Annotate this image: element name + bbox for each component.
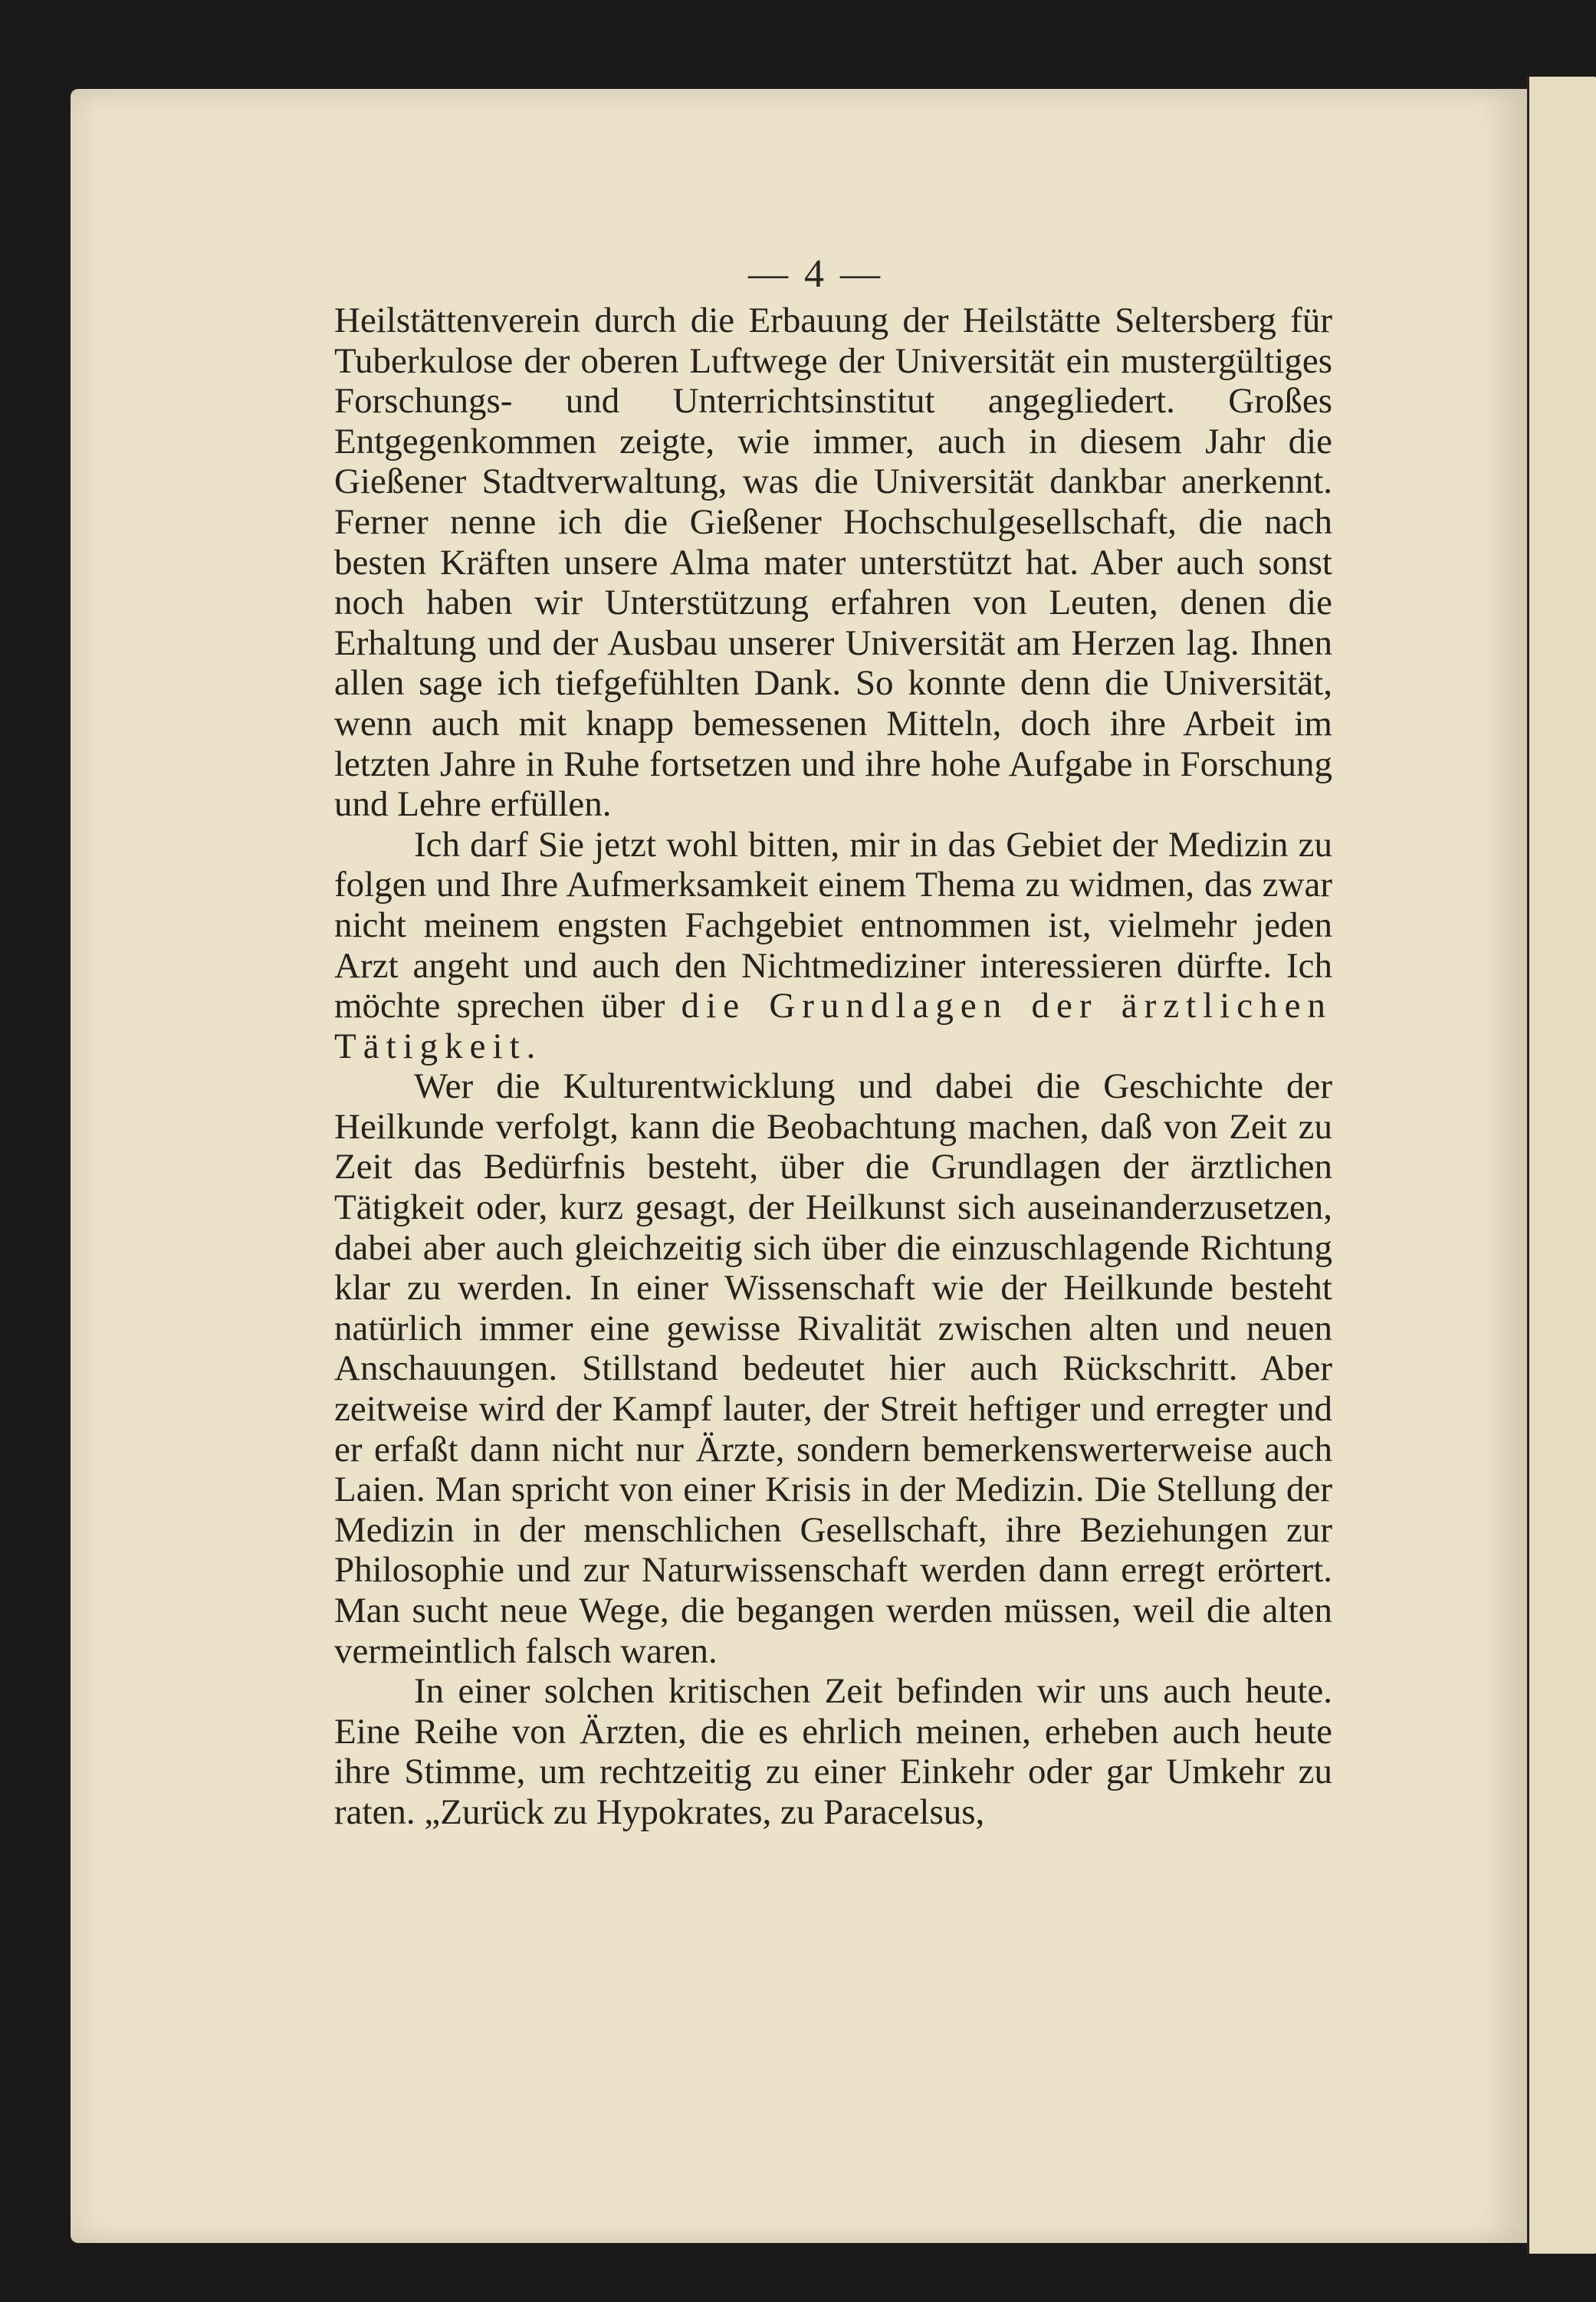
paragraph xyxy=(334,825,1332,1067)
body-text xyxy=(334,300,1332,1833)
paragraph-text: Heilstättenverein durch die Erbauung der Heilstätte Seltersberg für Tuberkulose der oberen Luftwege der Universität ein mustergültiges Forschungs- und Unterrichtsinstitut angegliedert. Großes Entgegenkommen zeigte, wie immer, auch in diesem Jahr die Gießener Stadtverwaltung, was die Universität dankbar anerkennt. Ferner nenne ich die Gießener Hochschulgesellschaft, die nach besten Kräften unsere Alma mater unterstützt hat. Aber auch sonst noch haben wir Unterstützung erfahren von Leuten, denen die Erhaltung und der Ausbau unserer Universität am Herzen lag. Ihnen allen sage ich tiefgefühlten Dank. So konnte denn die Universität, wenn auch mit knapp bemessenen Mitteln, doch ihre Arbeit im letzten Jahre in Ruhe fortsetzen und ihre hohe Aufgabe in Forschung und Lehre erfüllen. xyxy=(334,300,1332,825)
paragraph xyxy=(334,1671,1332,1832)
paragraph-text: Ich darf Sie jetzt wohl bitten, mir in das Gebiet der Medizin zu folgen und Ihre Aufmerksamkeit einem Thema zu widmen, das zwar nicht meinem engsten Fachgebiet entnommen ist, vielmehr jeden Arzt angeht und auch den Nichtmediziner interessieren dürfte. Ich möchte sprechen über xyxy=(334,824,1332,1026)
paragraph-text: In einer solchen kritischen Zeit befinden wir uns auch heute. Eine Reihe von Ärzten, die es ehrlich meinen, erheben auch heute ihre Stimme, um rechtzeitig zu einer Einkehr oder gar Umkehr zu raten. „Zurück zu Hypokrates, zu Paracelsus, xyxy=(334,1671,1332,1832)
emphasized-text: die Grundlagen der ärztlichen Tätigkeit xyxy=(334,986,1333,1066)
adjacent-page-edge xyxy=(1527,77,1596,2254)
paragraph-text: . xyxy=(526,1026,536,1066)
paragraph xyxy=(334,300,1332,825)
paragraph-text: Wer die Kulturentwicklung und dabei die Geschichte der Heilkunde verfolgt, kann die Beobachtung machen, daß von Zeit zu Zeit das Bedürfnis besteht, über die Grundlagen der ärztlichen Tätigkeit oder, kurz gesagt, der Heilkunst sich auseinanderzusetzen, dabei aber auch gleichzeitig sich über die einzuschlagende Richtung klar zu werden. In einer Wissenschaft wie der Heilkunde besteht natürlich immer eine gewisse Rivalität zwischen alten und neuen Anschauungen. Stillstand bedeutet hier auch Rückschritt. Aber zeitweise wird der Kampf lauter, der Streit heftiger und erregter und er erfaßt dann nicht nur Ärzte, sondern bemerkenswerterweise auch Laien. Man spricht von einer Krisis in der Medizin. Die Stellung der Medizin in der menschlichen Gesellschaft, ihre Beziehungen zur Philosophie und zur Naturwissenschaft werden dann erregt erörtert. Man sucht neue Wege, die begangen werden müssen, weil die alten vermeintlich falsch waren. xyxy=(334,1066,1332,1671)
paragraph xyxy=(334,1066,1332,1671)
page-number: — 4 — xyxy=(748,252,883,296)
